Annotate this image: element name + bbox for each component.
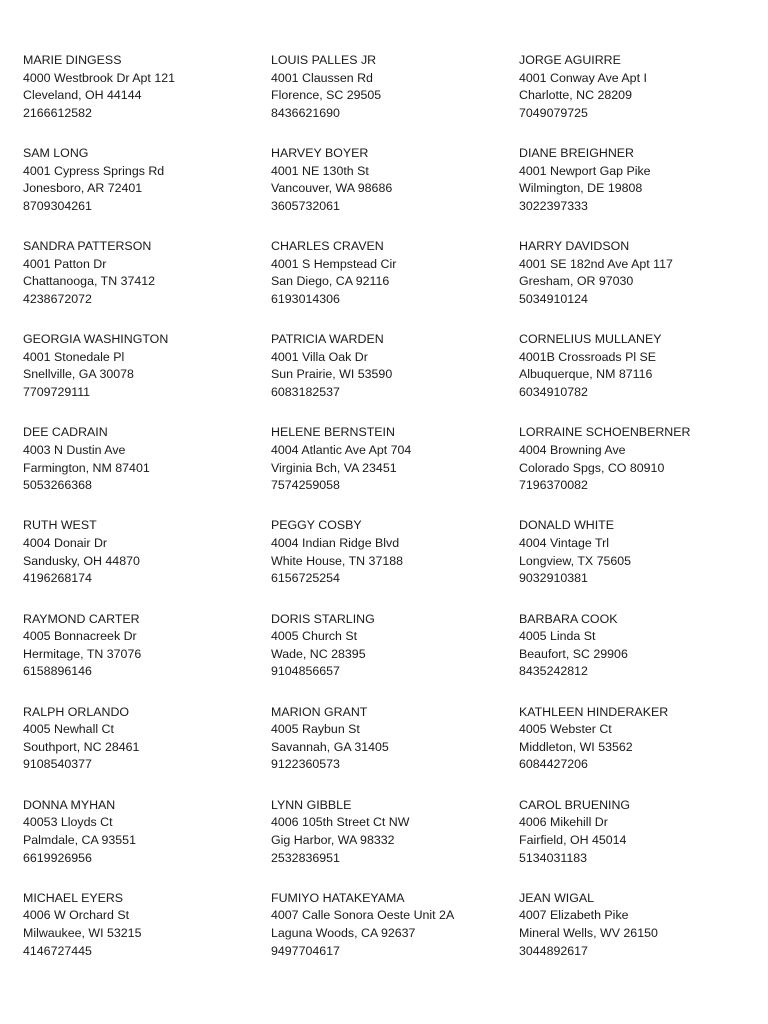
contact-name: HELENE BERNSTEIN [271, 425, 395, 440]
contact-name: MARION GRANT [271, 704, 368, 719]
street-address: 4004 Indian Ridge Blvd [271, 536, 400, 551]
city-state-zip: Middleton, WI 53562 [519, 739, 633, 754]
address-label [519, 52, 743, 145]
contact-name: DEE CADRAIN [23, 425, 108, 440]
city-state-zip: Florence, SC 29505 [271, 88, 382, 103]
address-label-grid [23, 52, 743, 983]
address-label [23, 704, 271, 797]
contact-name: PATRICIA WARDEN [271, 332, 384, 347]
street-address: 4004 Atlantic Ave Apt 704 [271, 442, 412, 457]
street-address: 4004 Vintage Trl [519, 536, 610, 551]
contact-name: MICHAEL EYERS [23, 890, 124, 905]
street-address: 4001 Newport Gap Pike [519, 163, 651, 178]
address-label [519, 145, 743, 238]
phone-number: 7709729111 [23, 385, 91, 400]
address-label [23, 611, 271, 704]
address-label [519, 517, 743, 610]
street-address: 4001 S Hempstead Cir [271, 256, 397, 271]
phone-number: 6034910782 [519, 385, 588, 400]
phone-number: 8709304261 [23, 198, 92, 213]
street-address: 4006 105th Street Ct NW [271, 815, 410, 830]
address-label [23, 331, 271, 424]
city-state-zip: Gig Harbor, WA 98332 [271, 832, 395, 847]
address-label [519, 890, 743, 983]
address-label [271, 424, 519, 517]
phone-number: 3044892617 [519, 943, 588, 958]
phone-number: 6619926956 [23, 850, 92, 865]
phone-number: 9122360573 [271, 757, 340, 772]
street-address: 4001 Villa Oak Dr [271, 349, 368, 364]
phone-number: 7049079725 [519, 105, 588, 120]
city-state-zip: Jonesboro, AR 72401 [23, 181, 143, 196]
city-state-zip: Albuquerque, NM 87116 [519, 367, 653, 382]
phone-number: 9108540377 [23, 757, 92, 772]
contact-name: LYNN GIBBLE [271, 797, 352, 812]
city-state-zip: Hermitage, TN 37076 [23, 646, 142, 661]
address-label [23, 238, 271, 331]
city-state-zip: White House, TN 37188 [271, 553, 404, 568]
address-label [271, 890, 519, 983]
city-state-zip: Mineral Wells, WV 26150 [519, 926, 658, 941]
street-address: 4001 Patton Dr [23, 256, 107, 271]
address-label [23, 890, 271, 983]
city-state-zip: Colorado Spgs, CO 80910 [519, 460, 665, 475]
city-state-zip: Virginia Bch, VA 23451 [271, 460, 397, 475]
phone-number: 9032910381 [519, 571, 588, 586]
street-address: 4005 Church St [271, 629, 358, 644]
address-label [271, 238, 519, 331]
address-label [271, 704, 519, 797]
phone-number: 6156725254 [271, 571, 340, 586]
address-label [23, 145, 271, 238]
phone-number: 7574259058 [271, 478, 340, 493]
street-address: 4003 N Dustin Ave [23, 442, 126, 457]
address-label [271, 52, 519, 145]
street-address: 4001 NE 130th St [271, 163, 369, 178]
street-address: 4001B Crossroads Pl SE [519, 349, 657, 364]
phone-number: 5134031183 [519, 850, 587, 865]
street-address: 4004 Browning Ave [519, 442, 626, 457]
city-state-zip: San Diego, CA 92116 [271, 274, 390, 289]
contact-name: DIANE BREIGHNER [519, 146, 634, 161]
street-address: 4007 Calle Sonora Oeste Unit 2A [271, 908, 455, 923]
contact-name: RUTH WEST [23, 518, 97, 533]
address-label [519, 238, 743, 331]
address-label [271, 145, 519, 238]
address-label [271, 611, 519, 704]
city-state-zip: Charlotte, NC 28209 [519, 88, 632, 103]
phone-number: 8435242812 [519, 664, 588, 679]
street-address: 4005 Raybun St [271, 722, 360, 737]
city-state-zip: Cleveland, OH 44144 [23, 88, 142, 103]
address-label [519, 424, 743, 517]
address-label [271, 331, 519, 424]
city-state-zip: Beaufort, SC 29906 [519, 646, 628, 661]
address-label [519, 331, 743, 424]
city-state-zip: Sandusky, OH 44870 [23, 553, 140, 568]
contact-name: LOUIS PALLES JR [271, 53, 377, 67]
contact-name: HARRY DAVIDSON [519, 239, 630, 254]
contact-name: DORIS STARLING [271, 611, 375, 626]
address-label [23, 797, 271, 890]
contact-name: RALPH ORLANDO [23, 704, 130, 719]
contact-name: CORNELIUS MULLANEY [519, 332, 662, 347]
street-address: 4000 Westbrook Dr Apt 121 [23, 70, 175, 85]
city-state-zip: Palmdale, CA 93551 [23, 832, 136, 847]
contact-name: CAROL BRUENING [519, 797, 631, 812]
contact-name: CHARLES CRAVEN [271, 239, 384, 254]
address-label [23, 517, 271, 610]
phone-number: 4196268174 [23, 571, 92, 586]
street-address: 4001 Claussen Rd [271, 70, 373, 85]
street-address: 4001 Conway Ave Apt I [519, 70, 647, 85]
phone-number: 8436621690 [271, 105, 340, 120]
contact-name: FUMIYO HATAKEYAMA [271, 890, 405, 905]
phone-number: 6193014306 [271, 291, 340, 306]
contact-name: SAM LONG [23, 146, 89, 161]
phone-number: 9104856657 [271, 664, 340, 679]
city-state-zip: Sun Prairie, WI 53590 [271, 367, 393, 382]
phone-number: 2532836951 [271, 850, 340, 865]
phone-number: 2166612582 [23, 105, 92, 120]
city-state-zip: Southport, NC 28461 [23, 739, 140, 754]
phone-number: 3605732061 [271, 198, 340, 213]
phone-number: 9497704617 [271, 943, 340, 958]
street-address: 4004 Donair Dr [23, 536, 108, 551]
contact-name: KATHLEEN HINDERAKER [519, 704, 669, 719]
city-state-zip: Wade, NC 28395 [271, 646, 366, 661]
city-state-zip: Vancouver, WA 98686 [271, 181, 393, 196]
address-label [23, 52, 271, 145]
address-label [271, 517, 519, 610]
street-address: 4005 Linda St [519, 629, 596, 644]
street-address: 40053 Lloyds Ct [23, 815, 113, 830]
street-address: 4001 Cypress Springs Rd [23, 163, 165, 178]
phone-number: 3022397333 [519, 198, 588, 213]
street-address: 4007 Elizabeth Pike [519, 908, 629, 923]
street-address: 4001 Stonedale Pl [23, 349, 125, 364]
phone-number: 4146727445 [23, 943, 92, 958]
city-state-zip: Wilmington, DE 19808 [519, 181, 643, 196]
street-address: 4006 W Orchard St [23, 908, 130, 923]
contact-name: MARIE DINGESS [23, 53, 122, 67]
phone-number: 7196370082 [519, 478, 588, 493]
phone-number: 4238672072 [23, 291, 92, 306]
city-state-zip: Milwaukee, WI 53215 [23, 926, 142, 941]
street-address: 4005 Bonnacreek Dr [23, 629, 137, 644]
street-address: 4001 SE 182nd Ave Apt 117 [519, 256, 673, 271]
address-label [271, 797, 519, 890]
city-state-zip: Farmington, NM 87401 [23, 460, 150, 475]
phone-number: 5053266368 [23, 478, 92, 493]
phone-number: 6084427206 [519, 757, 588, 772]
address-label [23, 424, 271, 517]
city-state-zip: Chattanooga, TN 37412 [23, 274, 156, 289]
phone-number: 5034910124 [519, 291, 588, 306]
address-label [519, 704, 743, 797]
city-state-zip: Snellville, GA 30078 [23, 367, 134, 382]
city-state-zip: Savannah, GA 31405 [271, 739, 389, 754]
contact-name: DONALD WHITE [519, 518, 614, 533]
contact-name: PEGGY COSBY [271, 518, 362, 533]
contact-name: RAYMOND CARTER [23, 611, 140, 626]
contact-name: JORGE AGUIRRE [519, 53, 621, 67]
city-state-zip: Longview, TX 75605 [519, 553, 632, 568]
contact-name: JEAN WIGAL [519, 890, 595, 905]
phone-number: 6083182537 [271, 385, 340, 400]
address-label [519, 797, 743, 890]
city-state-zip: Laguna Woods, CA 92637 [271, 926, 416, 941]
address-label [519, 611, 743, 704]
city-state-zip: Gresham, OR 97030 [519, 274, 634, 289]
street-address: 4006 Mikehill Dr [519, 815, 608, 830]
phone-number: 6158896146 [23, 664, 92, 679]
contact-name: SANDRA PATTERSON [23, 239, 152, 254]
contact-name: LORRAINE SCHOENBERNER [519, 425, 691, 440]
street-address: 4005 Newhall Ct [23, 722, 114, 737]
contact-name: GEORGIA WASHINGTON [23, 332, 169, 347]
street-address: 4005 Webster Ct [519, 722, 612, 737]
contact-name: BARBARA COOK [519, 611, 618, 626]
contact-name: DONNA MYHAN [23, 797, 116, 812]
contact-name: HARVEY BOYER [271, 146, 369, 161]
city-state-zip: Fairfield, OH 45014 [519, 832, 627, 847]
